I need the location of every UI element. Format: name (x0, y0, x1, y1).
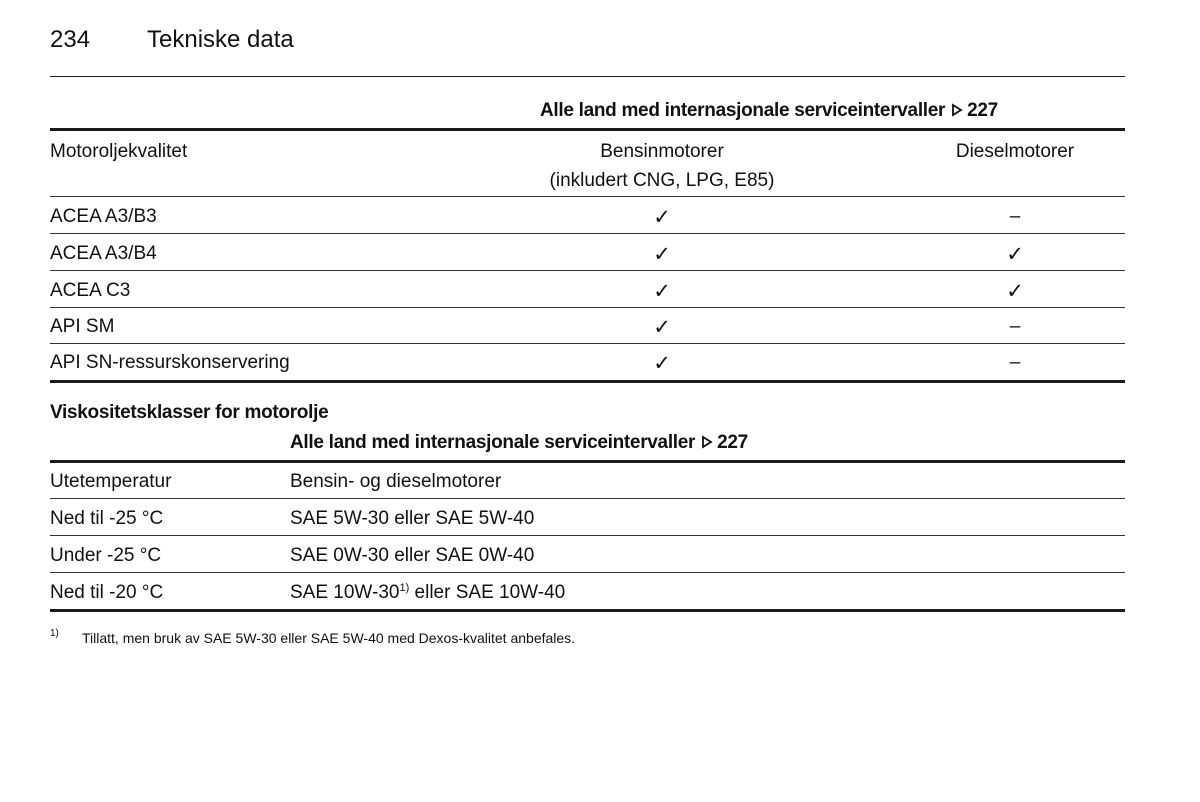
check-icon: ✓ (653, 243, 671, 266)
table-rule (50, 380, 1125, 383)
header-oil-quality: Motoroljekvalitet (50, 141, 188, 162)
check-icon: ✓ (653, 352, 671, 375)
row-divider (50, 572, 1125, 573)
row-divider (50, 196, 1125, 197)
check-icon: ✓ (653, 316, 671, 339)
reference-arrow-icon (700, 435, 714, 449)
dash-icon: – (1009, 206, 1021, 227)
header-petrol-engines: Bensinmotorer (600, 141, 724, 162)
temperature: Under -25 °C (50, 545, 162, 566)
row-divider (50, 343, 1125, 344)
table-rule (50, 609, 1125, 612)
oil-grade: ACEA A3/B3 (50, 206, 157, 227)
dash-icon: – (1009, 316, 1021, 337)
row-divider (50, 270, 1125, 271)
dash-icon: – (1009, 352, 1021, 373)
row-divider (50, 535, 1125, 536)
oil-grade: API SM (50, 316, 115, 337)
page-number: 234 (50, 26, 91, 53)
section-title: Viskositetsklasser for motorolje (50, 402, 329, 423)
page-header (50, 26, 1125, 78)
oil-grade: ACEA C3 (50, 280, 131, 301)
table-caption: Alle land med internasjonale serviceintervaller 227 (290, 432, 748, 453)
table-rule (50, 460, 1125, 463)
row-divider (50, 233, 1125, 234)
reference-arrow-icon (950, 103, 964, 117)
viscosity-grade: SAE 10W-30$^{1)}$ eller SAE 10W-40 (290, 582, 566, 603)
caption-page-ref[interactable]: 227 (717, 432, 748, 453)
row-divider (50, 498, 1125, 499)
table-caption: Alle land med internasjonale serviceintervaller 227 (540, 100, 998, 121)
row-divider (50, 307, 1125, 308)
header-rule (50, 76, 1125, 77)
header-outside-temperature: Utetemperatur (50, 471, 172, 492)
check-icon: ✓ (653, 206, 671, 229)
header-petrol-note: (inkludert CNG, LPG, E85) (549, 170, 775, 191)
caption-page-ref[interactable]: 227 (967, 100, 998, 121)
header-petrol-diesel: Bensin- og dieselmotorer (290, 471, 502, 492)
oil-grade: API SN-ressurskonservering (50, 352, 290, 373)
footnote-marker: 1) (399, 582, 410, 594)
footnote-mark: 1) (50, 628, 59, 639)
page-title: Tekniske data (147, 26, 294, 53)
temperature: Ned til -25 °C (50, 508, 164, 529)
check-icon: ✓ (1006, 280, 1024, 303)
check-icon: ✓ (1006, 243, 1024, 266)
table-rule (50, 128, 1125, 131)
footnote-text: Tillatt, men bruk av SAE 5W-30 eller SAE 5W-40 med Dexos-kvalitet anbefales. (82, 630, 576, 646)
oil-grade: ACEA A3/B4 (50, 243, 157, 264)
check-icon: ✓ (653, 280, 671, 303)
viscosity-grade: SAE 5W-30 eller SAE 5W-40 (290, 508, 535, 529)
header-diesel-engines: Dieselmotorer (955, 141, 1075, 162)
temperature: Ned til -20 °C (50, 582, 164, 603)
viscosity-grade: SAE 0W-30 eller SAE 0W-40 (290, 545, 535, 566)
